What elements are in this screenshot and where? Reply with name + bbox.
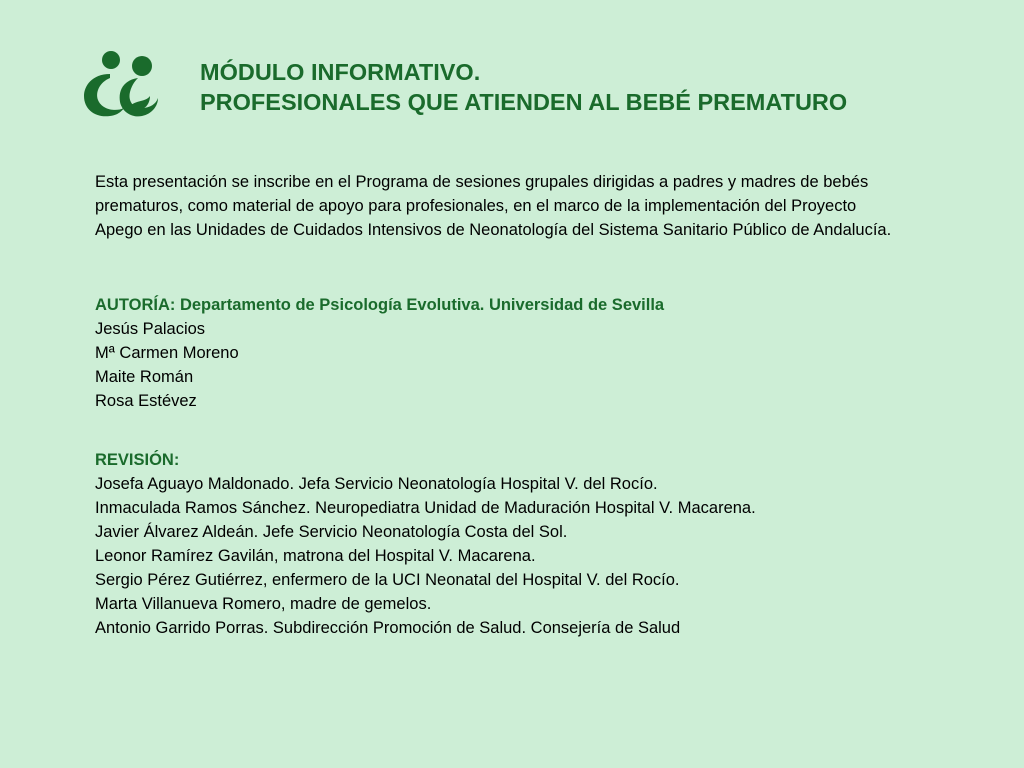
reviewer-entry: Josefa Aguayo Maldonado. Jefa Servicio Neonatología Hospital V. del Rocío. <box>95 475 658 493</box>
review-section <box>95 448 756 640</box>
intro-paragraph <box>95 170 975 242</box>
review-heading: REVISIÓN: <box>95 451 180 469</box>
intro-line: Apego en las Unidades de Cuidados Intensivos de Neonatología del Sistema Sanitario Público de Andalucía. <box>95 221 892 239</box>
reviewer-entry: Marta Villanueva Romero, madre de gemelos. <box>95 595 432 613</box>
authors-heading: AUTORÍA: Departamento de Psicología Evolutiva. Universidad de Sevilla <box>95 296 665 314</box>
author-name: Mª Carmen Moreno <box>95 344 239 362</box>
reviewer-entry: Javier Álvarez Aldeán. Jefe Servicio Neonatología Costa del Sol. <box>95 523 568 541</box>
mother-baby-logo-icon <box>80 50 160 122</box>
authors-section <box>95 293 664 413</box>
title-line-1: MÓDULO INFORMATIVO. <box>200 59 481 85</box>
author-name: Maite Román <box>95 368 194 386</box>
title-line-2: PROFESIONALES QUE ATIENDEN AL BEBÉ PREMATURO <box>200 89 848 115</box>
intro-line: prematuros, como material de apoyo para profesionales, en el marco de la implementación del Proyecto <box>95 197 857 215</box>
reviewer-entry: Sergio Pérez Gutiérrez, enfermero de la UCI Neonatal del Hospital V. del Rocío. <box>95 571 680 589</box>
intro-line: Esta presentación se inscribe en el Programa de sesiones grupales dirigidas a padres y madres de bebés <box>95 173 869 191</box>
page-title <box>200 57 847 117</box>
author-name: Rosa Estévez <box>95 392 197 410</box>
author-name: Jesús Palacios <box>95 320 206 338</box>
reviewer-entry: Antonio Garrido Porras. Subdirección Promoción de Salud. Consejería de Salud <box>95 619 681 637</box>
reviewer-entry: Inmaculada Ramos Sánchez. Neuropediatra Unidad de Maduración Hospital V. Macarena. <box>95 499 756 517</box>
reviewer-entry: Leonor Ramírez Gavilán, matrona del Hospital V. Macarena. <box>95 547 536 565</box>
